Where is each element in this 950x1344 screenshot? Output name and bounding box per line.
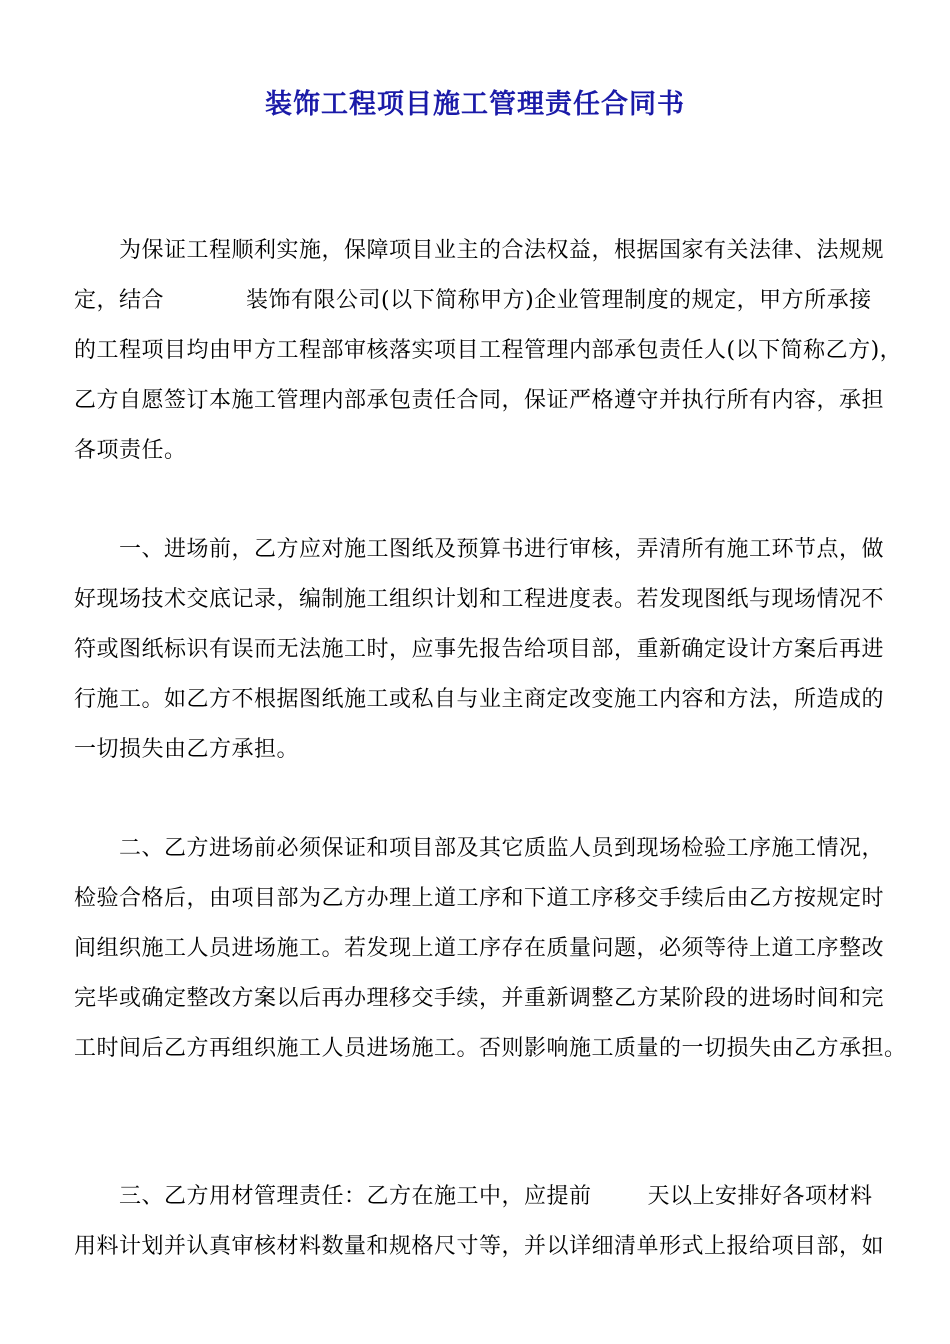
text-line: 的工程项目均由甲方工程部审核落实项目工程管理内部承包责任人(以下简称乙方)， — [74, 338, 903, 363]
text-line: 检验合格后，由项目部为乙方办理上道工序和下道工序移交手续后由乙方按规定时 — [74, 886, 885, 911]
text-line — [74, 276, 886, 326]
text-line: 行施工。如乙方不根据图纸施工或私自与业主商定改变施工内容和方法，所造成的 — [74, 687, 885, 712]
text-line: 用料计划并认真审核材料数量和规格尺寸等，并以详细清单形式上报给项目部，如 — [74, 1234, 885, 1259]
text-fragment: 三、乙方用材管理责任：乙方在施工中，应提前 — [74, 1184, 592, 1209]
text-line: 好现场技术交底记录，编制施工组织计划和工程进度表。若发现图纸与现场情况不 — [74, 587, 885, 612]
section-three-paragraph — [74, 1172, 886, 1272]
text-line: 工时间后乙方再组织施工人员进场施工。否则影响施工质量的一切损失由乙方承担。 — [74, 1036, 907, 1061]
text-line: 一、进场前，乙方应对施工图纸及预算书进行审核，弄清所有施工环节点，做 — [74, 537, 885, 562]
text-line: 二、乙方进场前必须保证和项目部及其它质监人员到现场检验工序施工情况， — [74, 836, 885, 861]
section-one-paragraph — [74, 525, 886, 775]
text-line: 间组织施工人员进场施工。若发现上道工序存在质量问题，必须等待上道工序整改 — [74, 936, 885, 961]
text-line: 乙方自愿签订本施工管理内部承包责任合同，保证严格遵守并执行所有内容，承担 — [74, 388, 885, 413]
text-fragment: 天以上安排好各项材料 — [647, 1184, 873, 1209]
text-line: 为保证工程顺利实施，保障项目业主的合法权益，根据国家有关法律、法规规 — [74, 238, 885, 263]
text-line — [74, 1172, 886, 1222]
text-line: 一切损失由乙方承担。 — [74, 737, 300, 762]
intro-paragraph — [74, 226, 903, 476]
text-line: 完毕或确定整改方案以后再办理移交手续，并重新调整乙方某阶段的进场时间和完 — [74, 986, 885, 1011]
text-fragment: 定，结合 — [74, 288, 165, 313]
section-two-paragraph — [74, 824, 907, 1074]
text-line: 各项责任。 — [74, 438, 187, 463]
text-fragment: 装饰有限公司(以下简称甲方)企业管理制度的规定，甲方所承接 — [246, 288, 872, 313]
text-line: 符或图纸标识有误而无法施工时，应事先报告给项目部，重新确定设计方案后再进 — [74, 637, 885, 662]
document-title: 装饰工程项目施工管理责任合同书 — [265, 89, 685, 120]
